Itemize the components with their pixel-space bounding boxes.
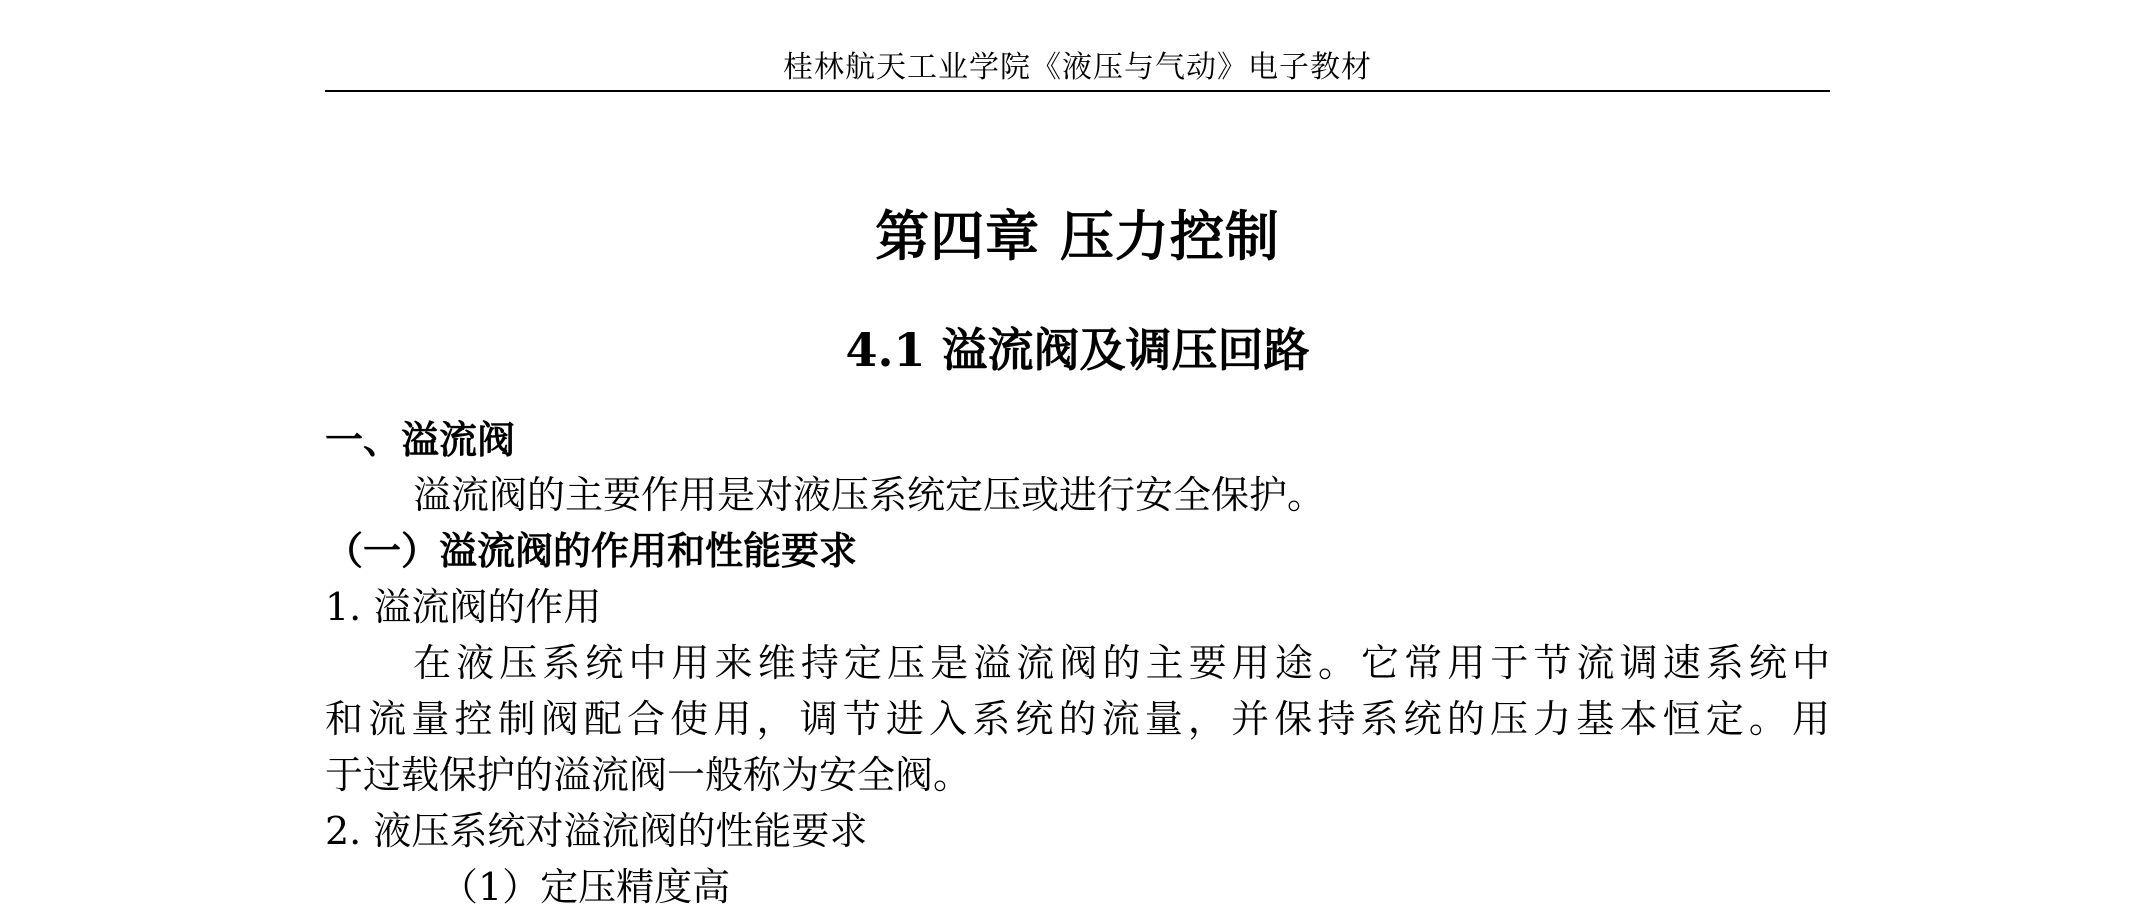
- running-header: 桂林航天工业学院《液压与气动》电子教材: [783, 50, 1372, 85]
- paragraph-line: 和流量控制阀配合使用，调节进入系统的流量，并保持系统的压力基本恒定。用: [325, 697, 1830, 741]
- heading-relief-valve: 一、溢流阀: [325, 417, 516, 462]
- item-1-title: 1. 溢流阀的作用: [325, 585, 602, 629]
- header-rule: [325, 90, 1830, 92]
- subheading-function-and-requirements: （一）溢流阀的作用和性能要求: [325, 528, 858, 573]
- requirement-1: （1）定压精度高: [440, 865, 731, 909]
- section-title: 4.1 溢流阀及调压回路: [845, 323, 1310, 377]
- chapter-title: 第四章 压力控制: [875, 204, 1280, 268]
- paragraph-line: 在液压系统中用来维持定压是溢流阀的主要用途。它常用于节流调速系统中: [413, 641, 1830, 685]
- item-2-title: 2. 液压系统对溢流阀的性能要求: [325, 809, 868, 853]
- paragraph-line: 于过载保护的溢流阀一般称为安全阀。: [325, 753, 972, 797]
- intro-paragraph: 溢流阀的主要作用是对液压系统定压或进行安全保护。: [413, 473, 1326, 517]
